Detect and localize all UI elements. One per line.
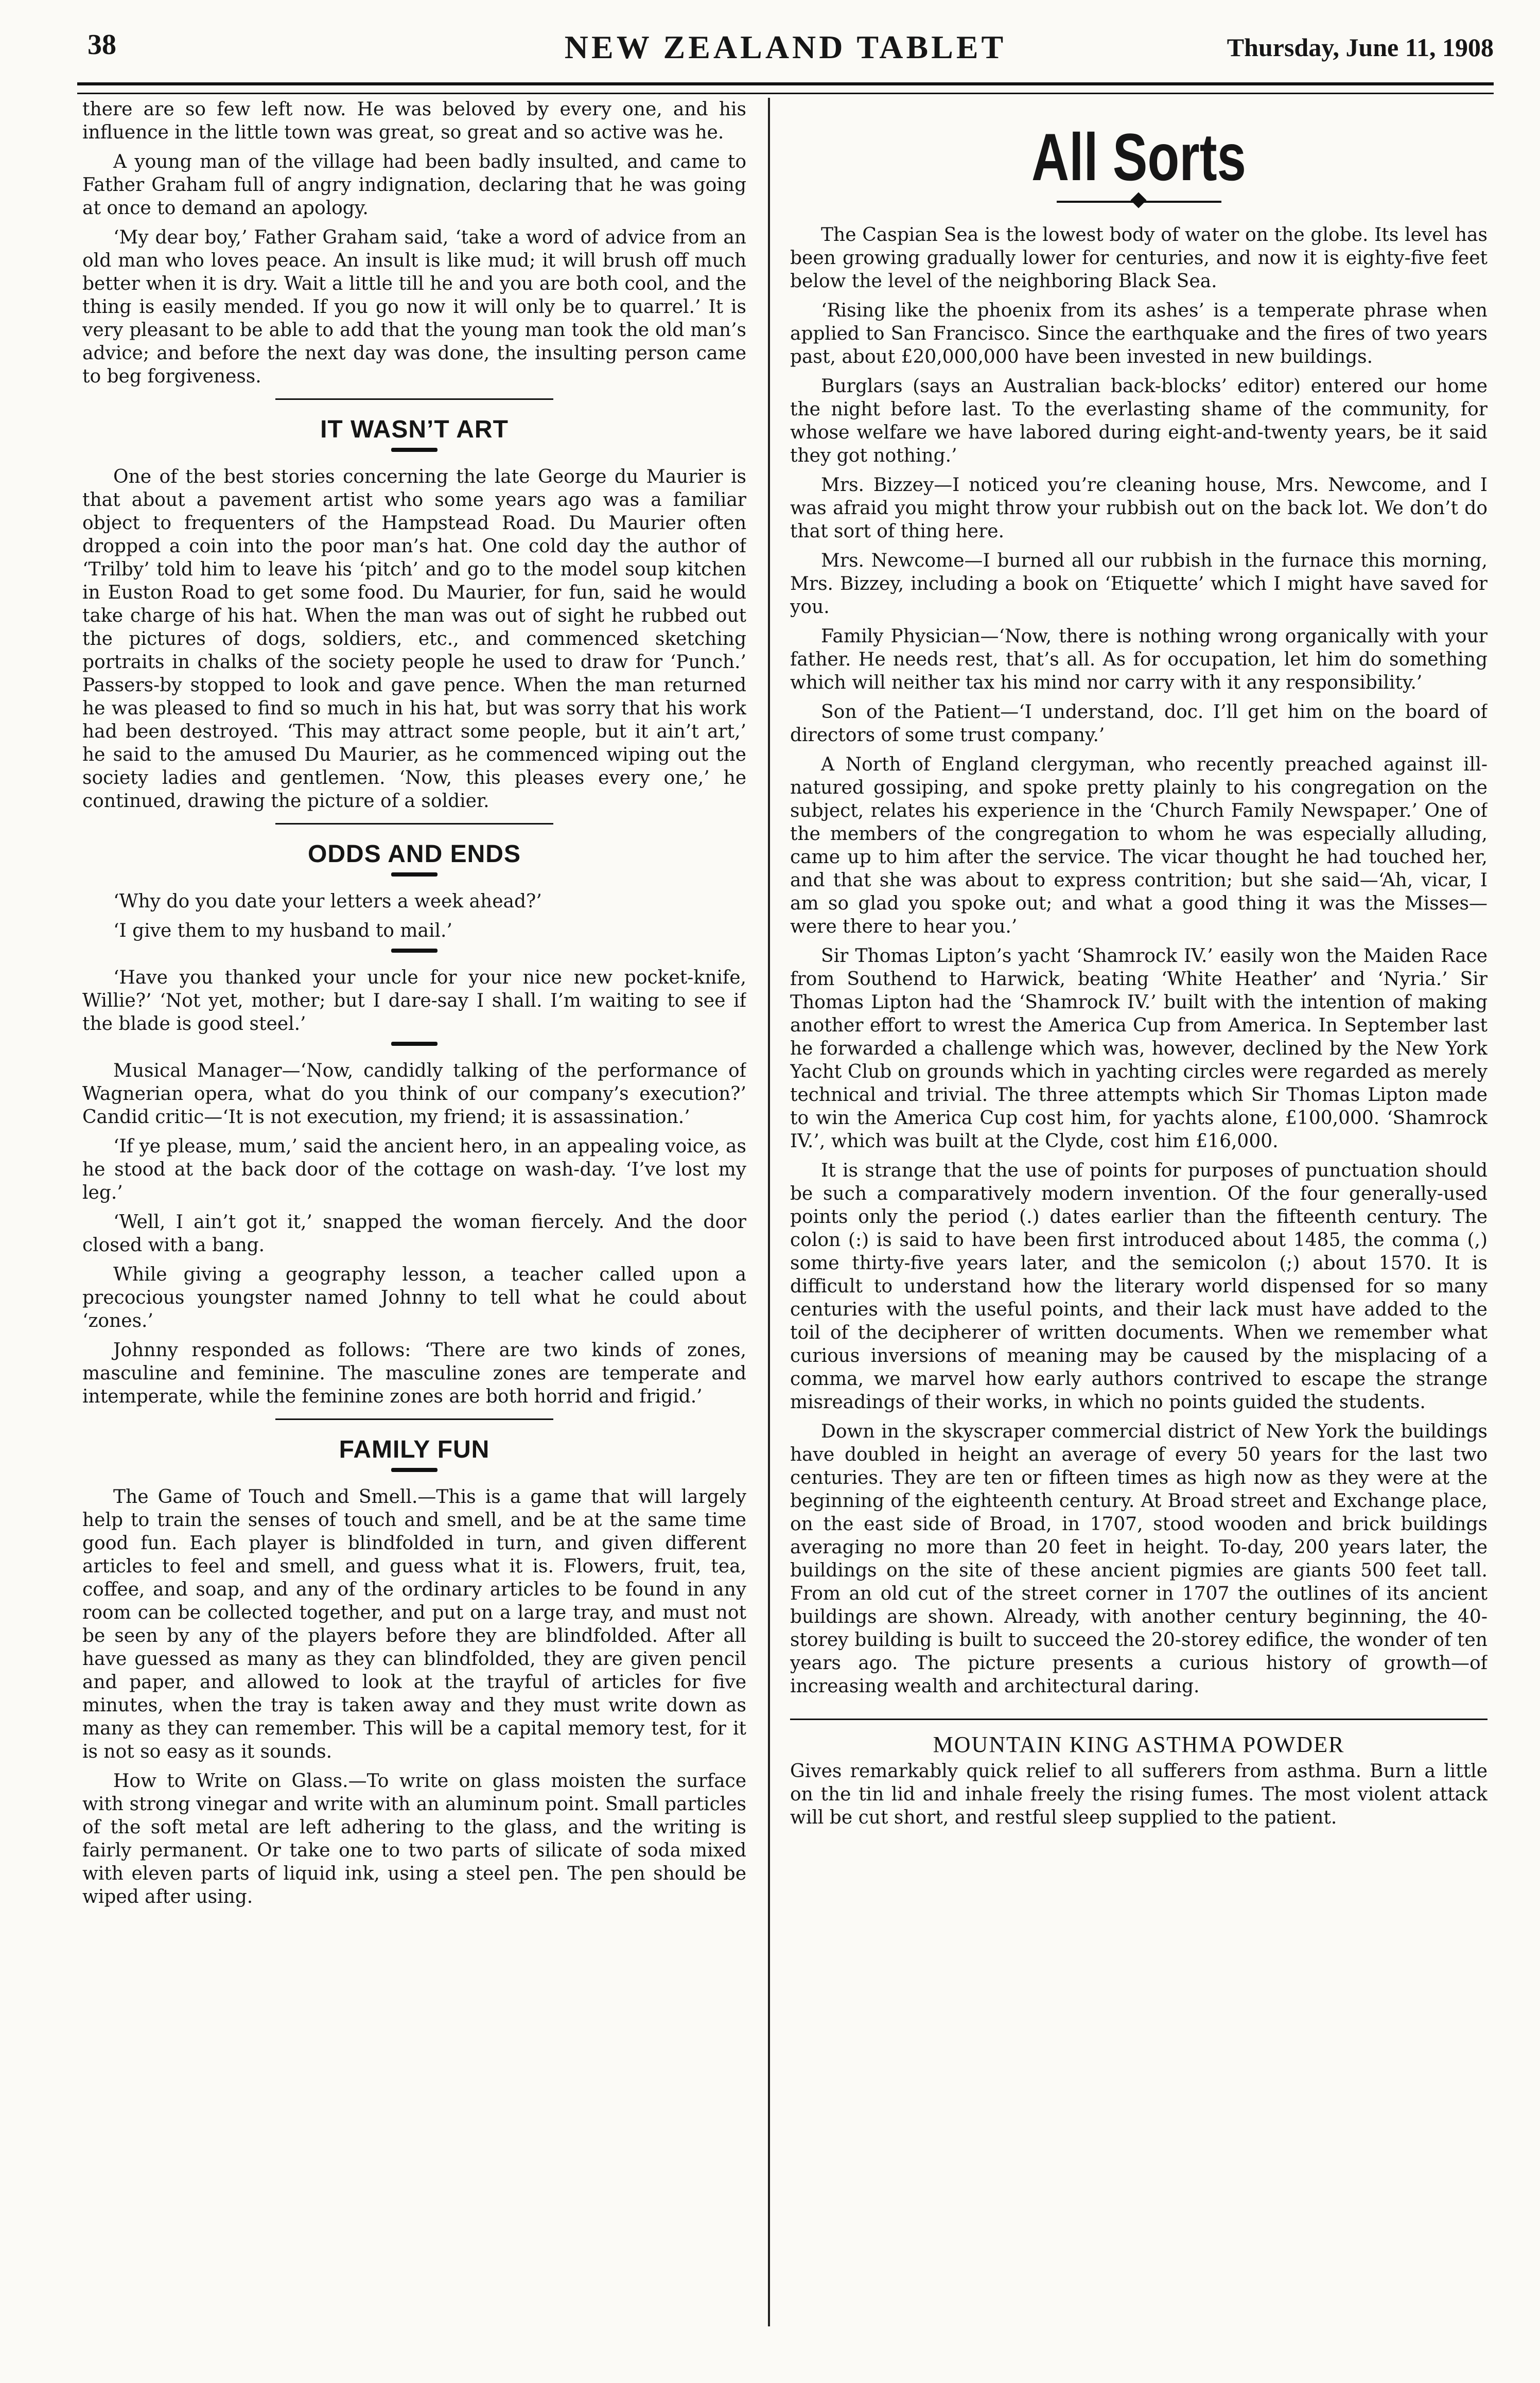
joke-paragraph: ‘If ye please, mum,’ said the ancient hero, in an appealing voice, as he stood at the back door of the cottage on wash-day. ‘I’ve lost my leg.’: [82, 1136, 746, 1203]
article-paragraph: Down in the skyscraper commercial district of New York the buildings have doubled in height an average of every 50 years for the last two centuries. They are ten or fifteen times as high now as they were at the beginning of the eighteenth century. At Broad street and Exchange place, on the east side of Broad, in 1707, stood wooden and brick buildings averaging no more than 20 feet in height. To-day, 200 years later, the buildings on the site of these ancient pigmies are giants 500 feet tall. From an old cut of the street corner in 1707 the outlines of its ancient buildings are shown. Already, with another century beginning, the 40-storey building is built to succeed the 20-storey edifice, the wonder of ten years ago. The picture presents a curious history of growth—of increasing wealth and architectural daring.: [790, 1421, 1487, 1697]
section-divider: [275, 398, 553, 400]
section-title-all-sorts: All Sorts: [1031, 119, 1246, 195]
article-paragraph: there are so few left now. He was beloved by every one, and his influence in the little town was great, so great and so active was he.: [82, 99, 746, 143]
publication-title: NEW ZEALAND TABLET: [564, 29, 1007, 65]
section-title-family-fun: FAMILY FUN: [339, 1436, 490, 1463]
advert-title: MOUNTAIN KING ASTHMA POWDER: [933, 1732, 1345, 1757]
page-number: 38: [87, 29, 116, 61]
column-rule: [768, 98, 770, 2326]
article-paragraph: ‘Rising like the phoenix from its ashes’ is a temperate phrase when applied to San Francisco. Since the earthquake and the fires of two years past, about £20,000,000 have been invested in new buildings.: [790, 300, 1487, 367]
right-column: [790, 98, 1487, 2378]
article-paragraph: The Game of Touch and Smell.—This is a game that will largely help to train the senses of touch and smell, and be at the same time good fun. Each player is blindfolded in turn, and given different articles to feel and smell, and guess what it is. Flowers, fruit, tea, coffee, and soap, and any of the ordinary articles to be found in any room can be collected together, and put on a large tray, and must not be seen by any of the players before they are blindfolded. After all have guessed as many as they can blindfolded, they are given pencil and paper, and allowed to look at the trayful of articles for five minutes, when the tray is taken away and they must write down as many as they can remember. This will be a capital memory test, for it is not so easy as it sounds.: [82, 1486, 746, 1762]
section-ornament: [391, 872, 437, 877]
article-paragraph: It is strange that the use of points for purposes of punctuation should be such a comparatively modern invention. Of the four generally-used points only the period (.) dates earlier than the fifteenth century. The colon (:) is said to have been first introduced about 1485, the comma (,) some thirty-five years later, and the semicolon (;) about 1570. It is difficult to understand how the literary world dispensed for so many centuries with the useful points, and their lack must have added to the toil of the decipherer of written documents. When we remember what curious inversions of meaning may be caused by the misplacing of a comma, we marvel how early authors contrived to escape the strange misreadings of their works, in which no points guided the students.: [790, 1160, 1487, 1413]
article-paragraph: ‘My dear boy,’ Father Graham said, ‘take a word of advice from an old man who loves peace. An insult is like mud; it will brush off much better when it is dry. Wait a little till he and you are both cool, and the thing is easily mended. If you go now it will only be to quarrel.’ It is very pleasant to be able to add that the young man took the old man’s advice; and before the next day was done, the insulting person came to beg forgiveness.: [82, 227, 746, 387]
section-title-it-wasnt-art: IT WASN’T ART: [320, 416, 509, 443]
advert-rule: [790, 1719, 1487, 1720]
header-rule-thin: [77, 93, 1494, 94]
advert-text: Gives remarkably quick relief to all sufferers from asthma. Burn a little on the tin lid and inhale freely the rising fumes. The most violent attack will be cut short, and restful sleep supplied to the patient.: [790, 1761, 1487, 1828]
article-paragraph: One of the best stories concerning the late George du Maurier is that about a pavement artist who some years ago was a familiar object to frequenters of the Hampstead Road. Du Maurier often dropped a coin into the poor man’s hat. One cold day the author of ‘Trilby’ told him to leave his ‘pitch’ and go to the model soup kitchen in Euston Road to get some food. Du Maurier, for fun, said he would take charge of his hat. When the man was out of sight he rubbed out the pictures of dogs, soldiers, etc., and commenced sketching portraits in chalks of the society people he used to draw for ‘Punch.’ Passers-by stopped to look and gave pence. When the man returned he was pleased to find so much in his hat, but was sorry that his work had been destroyed. ‘This may attract some people, but it ain’t art,’ he said to the amused Du Maurier, as he commenced wiping out the society ladies and gentlemen. ‘Now, this pleases every one,’ he continued, drawing the picture of a soldier.: [82, 466, 746, 812]
section-title-odds-and-ends: ODDS AND ENDS: [308, 840, 521, 868]
article-paragraph: Mrs. Newcome—I burned all our rubbish in the furnace this morning, Mrs. Bizzey, including a book on ‘Etiquette’ which I might have saved for you.: [790, 550, 1487, 618]
joke-divider: [391, 1042, 437, 1046]
article-paragraph: How to Write on Glass.—To write on glass moisten the surface with strong vinegar and write with an aluminum point. Small particles of the soft metal are left adhering to the glass, and the writing is fairly permanent. Or take one to two parts of silicate of soda mixed with eleven parts of liquid ink, using a steel pen. The pen should be wiped after using.: [82, 1771, 746, 1907]
issue-date: Thursday, June 11, 1908: [1227, 33, 1494, 62]
article-paragraph: Sir Thomas Lipton’s yacht ‘Shamrock IV.’ easily won the Maiden Race from Southend to Harwick, beating ‘White Heather’ and ‘Nyria.’ Sir Thomas Lipton had the ‘Shamrock IV.’ built with the intention of making another effort to wrest the America Cup from America. In September last he forwarded a challenge which was, however, declined by the New York Yacht Club on grounds which in yachting circles were regarded as merely technical and trivial. The three attempts which Sir Thomas Lipton made to win the America Cup cost him, for yachts alone, £100,000. ‘Shamrock IV.’, which was built at the Clyde, cost him £16,000.: [790, 945, 1487, 1152]
left-column: [82, 98, 746, 2378]
joke-paragraph: ‘Why do you date your letters a week ahead?’: [113, 891, 542, 912]
section-divider: [275, 823, 553, 825]
section-ornament: [391, 448, 437, 452]
article-paragraph: A young man of the village had been badly insulted, and came to Father Graham full of angry indignation, declaring that he was going at once to demand an apology.: [82, 151, 746, 219]
joke-paragraph: Johnny responded as follows: ‘There are two kinds of zones, masculine and feminine. The masculine zones are temperate and intemperate, while the feminine zones are both horrid and frigid.’: [82, 1340, 746, 1407]
article-paragraph: Family Physician—‘Now, there is nothing wrong organically with your father. He needs rest, that’s all. As for occupation, let him do something which will neither tax his mind nor carry with it any responsibility.’: [790, 626, 1487, 693]
section-ornament: [391, 1468, 437, 1472]
article-paragraph: Son of the Patient—‘I understand, doc. I’ll get him on the board of directors of some trust company.’: [790, 702, 1487, 746]
article-paragraph: Mrs. Bizzey—I noticed you’re cleaning house, Mrs. Newcome, and I was afraid you might throw your rubbish out on the back lot. We don’t do that sort of thing here.: [790, 475, 1487, 542]
section-divider: [275, 1418, 553, 1420]
header-rule: [77, 82, 1494, 85]
joke-paragraph: Musical Manager—‘Now, candidly talking of the performance of Wagnerian opera, what do you think of our company’s execution?’ Candid critic—‘It is not execution, my friend; it is assassination.’: [82, 1060, 746, 1128]
article-paragraph: A North of England clergyman, who recently preached against ill-natured gossiping, and spoke pretty plainly to his congregation on the subject, relates his experience in the ‘Church Family Newspaper.’ One of the members of the congregation to whom he was especially alluding, came up to him after the service. The vicar thought he had touched her, and that she was about to express contrition; but she said—‘Ah, vicar, I am so glad you spoke out; and what a good thing it was the Misses— were there to hear you.’: [790, 754, 1487, 937]
joke-paragraph: While giving a geography lesson, a teacher called upon a precocious youngster named Johnny to tell what he could about ‘zones.’: [82, 1264, 746, 1331]
article-paragraph: Burglars (says an Australian back-blocks’ editor) entered our home the night before last. To the everlasting shame of the community, for whose welfare we have labored during eight-and-twenty years, be it said they got nothing.’: [790, 376, 1487, 466]
title-ornament: [1057, 201, 1221, 203]
page-header: [77, 28, 1494, 90]
joke-paragraph: ‘Well, I ain’t got it,’ snapped the woman fiercely. And the door closed with a bang.: [82, 1212, 746, 1256]
joke-paragraph: ‘I give them to my husband to mail.’: [113, 920, 452, 941]
article-paragraph: The Caspian Sea is the lowest body of water on the globe. Its level has been growing gradually lower for centuries, and now it is eighty-five feet below the level of the neighboring Black Sea.: [790, 224, 1487, 292]
joke-divider: [391, 949, 437, 953]
joke-paragraph: ‘Have you thanked your uncle for your nice new pocket-knife, Willie?’ ‘Not yet, mother; but I dare-say I shall. I’m waiting to see if the blade is good steel.’: [82, 967, 746, 1035]
